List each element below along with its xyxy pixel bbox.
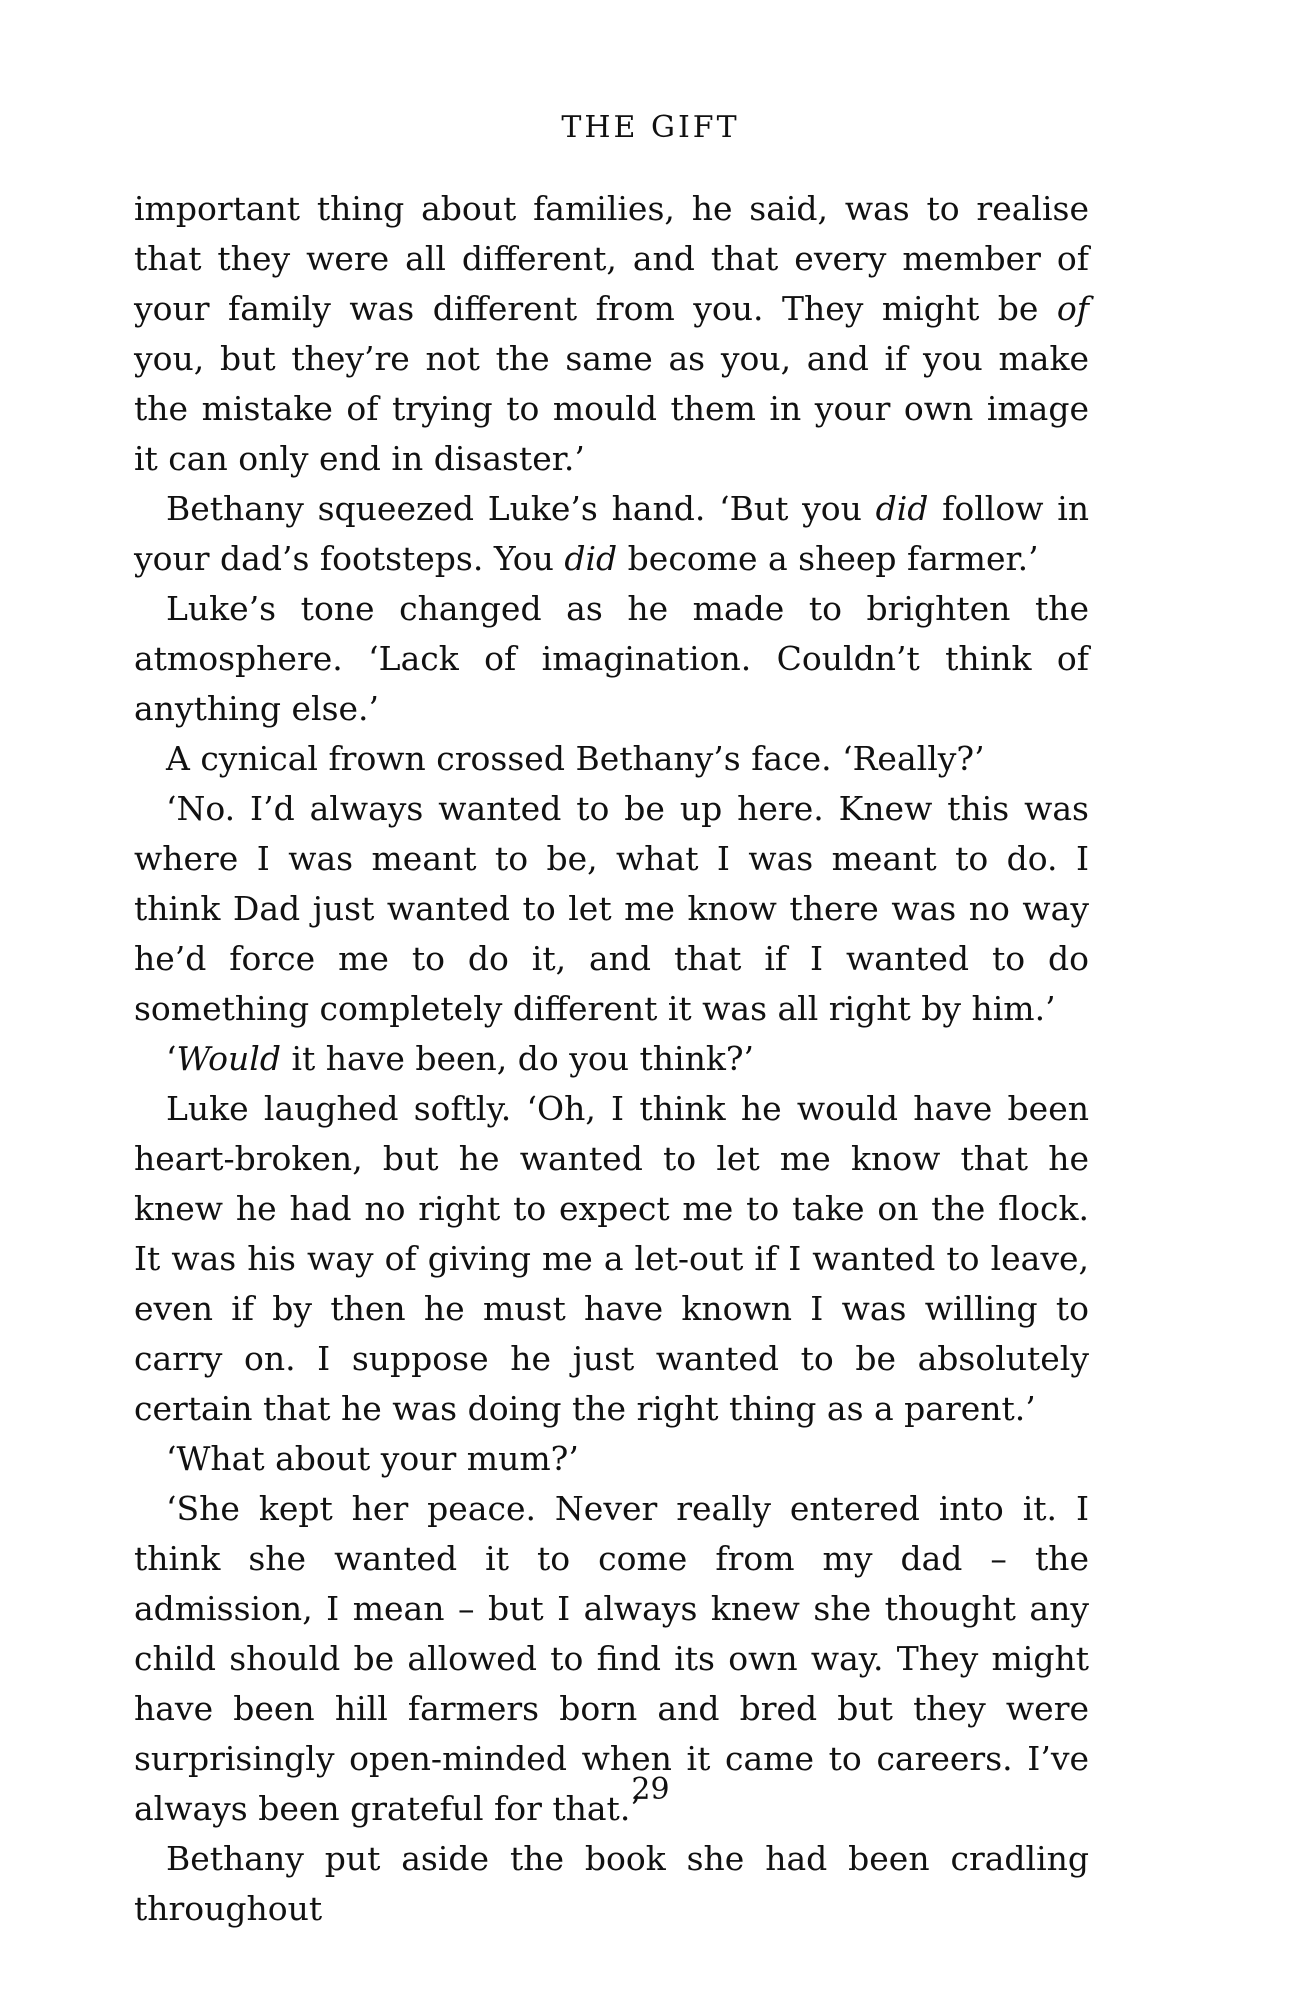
paragraph-text: become a sheep farmer.’ xyxy=(617,539,1039,578)
body-text xyxy=(134,184,1089,1934)
paragraph xyxy=(134,484,1089,584)
running-head: THE GIFT xyxy=(561,110,740,145)
italic-emphasis: did xyxy=(564,539,618,578)
paragraph xyxy=(134,1034,1089,1084)
italic-emphasis: did xyxy=(875,489,929,528)
page-number: 29 xyxy=(631,1772,670,1807)
paragraph-text: Bethany squeezed Luke’s hand. ‘But you xyxy=(166,489,876,528)
paragraph: ‘No. I’d always wanted to be up here. Knew this was where I was meant to be, what I was meant to do. I think Dad just wanted to let me know there was no way he’d force me to do it, and that if I wanted to do something completely different it was all right by him.’ xyxy=(134,789,1089,1028)
paragraph: ‘What about your mum?’ xyxy=(166,1439,579,1478)
paragraph-text: it have been, do you think?’ xyxy=(280,1039,755,1078)
paragraph: Bethany put aside the book she had been cradling throughout xyxy=(134,1839,1089,1928)
paragraph: Luke’s tone changed as he made to brighten the atmosphere. ‘Lack of imagination. Couldn’t think of anything else.’ xyxy=(134,589,1089,728)
paragraph: Luke laughed softly. ‘Oh, I think he would have been heart-broken, but he wanted to let me know that he knew he had no right to expect me to take on the flock. It was his way of giving me a let-out if I wanted to leave, even if by then he must have known I was willing to carry on. I suppose he just wanted to be absolutely certain that he was doing the right thing as a parent.’ xyxy=(134,1089,1089,1428)
paragraph: ‘She kept her peace. Never really entered into it. I think she wanted it to come from my dad – the admission, I mean – but I always knew she thought any child should be allowed to find its own way. They might have been hill farmers born and bred but they were surprisingly open-minded when it came to careers. I’ve always been grateful for that.’ xyxy=(134,1489,1089,1828)
italic-emphasis: of xyxy=(1056,289,1089,328)
paragraph xyxy=(134,184,1089,484)
paragraph: A cynical frown crossed Bethany’s face. ‘Really?’ xyxy=(166,739,985,778)
paragraph-text: ‘ xyxy=(166,1039,177,1078)
paragraph-text: follow in your dad’s footsteps. You xyxy=(134,489,1089,578)
paragraph-text: important thing about families, he said, was to realise that they were all different, and that every member of your family was different from you. They might be xyxy=(134,189,1089,328)
paragraph-text: you, but they’re not the same as you, and if you make the mistake of trying to mould them in your own image it can only end in disaster.’ xyxy=(134,339,1089,478)
italic-emphasis: Would xyxy=(176,1039,281,1078)
